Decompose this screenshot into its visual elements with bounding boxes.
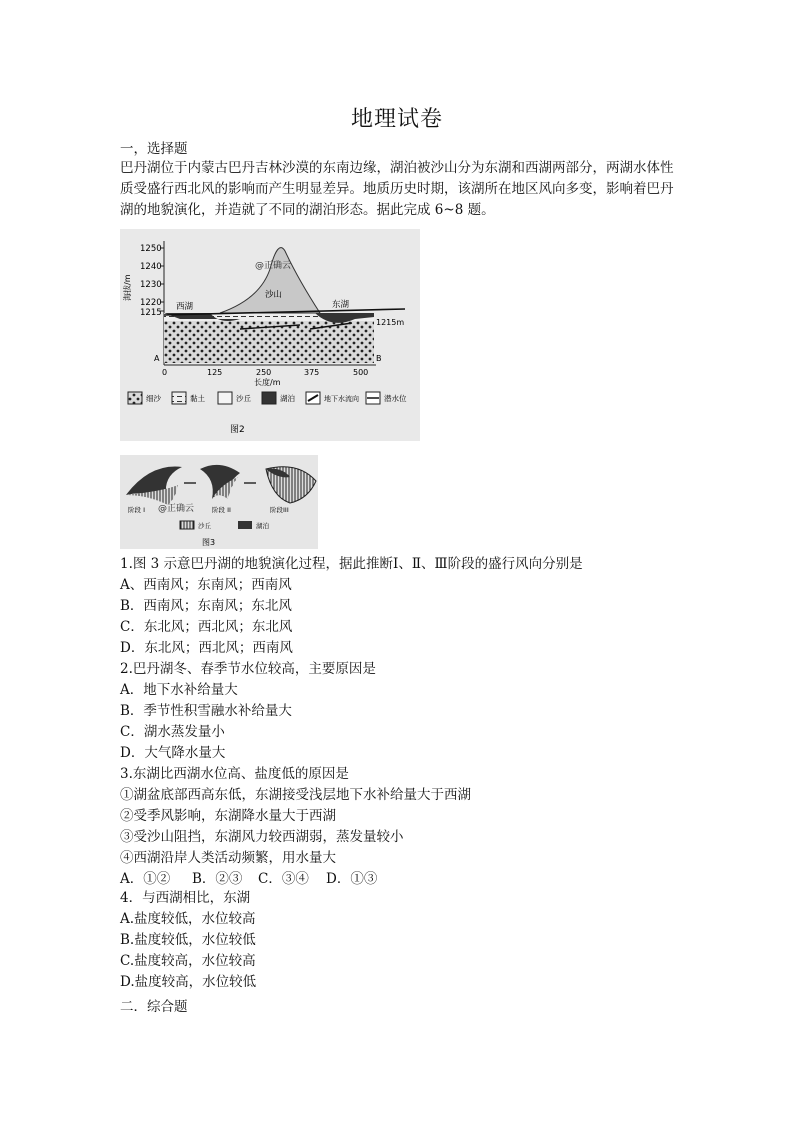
figure-3-svg [120, 455, 318, 549]
legend-label-lake: 湖泊 [256, 522, 269, 530]
y-tick-label: 1215 [140, 308, 162, 318]
x-tick-label: 0 [162, 368, 168, 377]
watermark: @正确云 [158, 504, 195, 514]
stage-2-label: 阶段 II [212, 506, 231, 514]
x-tick-label: 125 [207, 368, 223, 377]
y-tick-label: 1250 [140, 244, 162, 254]
y-tick-label: 1240 [140, 262, 162, 272]
watermark: @正确云 [255, 261, 292, 271]
question-1-option-b: B．西南风；东南风；东北风 [120, 598, 292, 614]
question-4-option-c: C.盐度较高，水位较高 [120, 953, 256, 969]
x-axis-label: 长度/m [254, 378, 281, 387]
question-2-option-d: D．大气降水量大 [120, 745, 226, 761]
west-lake-label: 西湖 [176, 302, 194, 312]
east-lake-label: 东湖 [332, 300, 350, 310]
legend-label-dune: 沙丘 [198, 522, 211, 530]
question-1-stem: 1.图 3 示意巴丹湖的地貌演化过程，据此推断Ⅰ、Ⅱ、Ⅲ阶段的盛行风向分别是 [120, 556, 583, 572]
question-3-stem: 3.东湖比西湖水位高、盐度低的原因是 [120, 766, 349, 782]
section-heading-choice: 一，选择题 [120, 141, 188, 157]
legend-label-clay: 黏土 [190, 394, 205, 403]
question-3-option-d: D．①③ [326, 871, 378, 887]
legend-label-lake: 湖泊 [280, 394, 295, 403]
question-2-stem: 2.巴丹湖冬、春季节水位较高，主要原因是 [120, 661, 376, 677]
document-title: 地理试卷 [350, 107, 443, 132]
question-3-item-3: ③受沙山阻挡，东湖风力较西湖弱，蒸发量较小 [120, 829, 404, 845]
y-axis-label: 海拔/m [123, 274, 132, 301]
question-3-option-b: B．②③ [192, 871, 243, 887]
question-4-stem: 4．与西湖相比，东湖 [120, 890, 251, 906]
figure-2-caption: 图2 [230, 425, 245, 435]
question-4-option-b: B.盐度较低，水位较低 [120, 932, 256, 948]
x-tick-label: 375 [304, 368, 320, 377]
legend-label-groundwater: 地下水流向 [324, 395, 359, 403]
question-1-option-a: A、西南风；东南风；西南风 [120, 577, 292, 593]
question-2-option-a: A．地下水补给量大 [120, 682, 238, 698]
question-3-item-4: ④西湖沿岸人类活动频繁，用水量大 [120, 850, 336, 866]
x-tick-label: 500 [353, 368, 369, 377]
figure-2 [120, 229, 420, 445]
question-4-option-d: D.盐度较高，水位较低 [120, 974, 257, 990]
point-b-label: B [376, 354, 382, 363]
question-2-option-b: B．季节性积雪融水补给量大 [120, 703, 292, 719]
intro-paragraph: 巴丹湖位于内蒙古巴丹吉林沙漠的东南边缘，湖泊被沙山分为东湖和西湖两部分，两湖水体性质受盛行西北风的影响而产生明显差异。地质历史时期，该湖所在地区风向多变，影响着巴丹湖的地貌演化，并造就了不同的湖泊形态。据此完成 6~8 题。 [120, 160, 674, 218]
question-3-item-2: ②受季风影响，东湖降水量大于西湖 [120, 808, 336, 824]
stage-3-label: 阶段III [270, 506, 289, 514]
question-2-option-c: C．湖水蒸发量小 [120, 724, 225, 740]
figure-2-svg [120, 229, 420, 441]
x-tick-label: 250 [256, 368, 272, 377]
question-4-option-a: A.盐度较低，水位较高 [120, 911, 256, 927]
sand-hill-label: 沙山 [265, 290, 283, 300]
y-tick-label: 1230 [140, 280, 162, 290]
question-3-option-a: A．①② [120, 871, 171, 887]
legend-label-sand: 细沙 [146, 394, 161, 403]
stage-1-label: 阶段 I [128, 506, 145, 514]
legend-label-water-table: 潜水位 [384, 394, 407, 403]
figure-3 [120, 455, 318, 553]
water-level-label: 1215m [376, 318, 405, 327]
question-3-item-1: ①湖盆底部西高东低，东湖接受浅层地下水补给量大于西湖 [120, 787, 471, 803]
point-a-label: A [154, 354, 160, 363]
legend-label-dune: 沙丘 [236, 394, 251, 403]
y-tick-label: 1220 [140, 298, 162, 308]
section-heading-comprehensive: 二．综合题 [120, 999, 188, 1015]
question-1-option-c: C．东北风；西北风；东北风 [120, 619, 293, 635]
question-1-option-d: D．东北风；西北风；西南风 [120, 640, 293, 656]
figure-3-caption: 图3 [202, 538, 216, 547]
question-3-option-c: C．③④ [258, 871, 309, 887]
fine-sand-layer [164, 319, 374, 363]
